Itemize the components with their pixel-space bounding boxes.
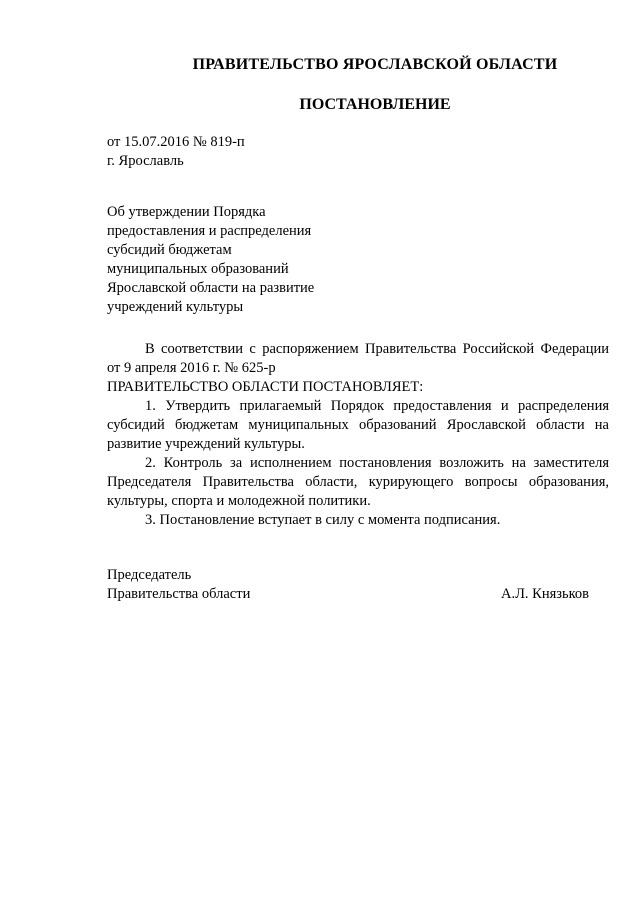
resolution-item-1: 1. Утвердить прилагаемый Порядок предоставления и распределения субсидий бюджетам муниципальных образований Ярославской области на развитие учреждений культуры. [107, 398, 609, 452]
subject-line: субсидий бюджетам [107, 242, 232, 258]
preamble-paragraph: В соответствии с распоряжением Правительства Российской Федерации от 9 апреля 2016 г. № 625-р [107, 341, 609, 376]
resolution-heading: ПРАВИТЕЛЬСТВО ОБЛАСТИ ПОСТАНОВЛЯЕТ: [107, 379, 424, 395]
subject-line: Ярославской области на развитие [107, 280, 315, 296]
document-subject [107, 203, 347, 317]
document-type-title: ПОСТАНОВЛЕНИЕ [299, 96, 451, 113]
subject-line: муниципальных образований [107, 261, 289, 277]
subject-line: Об утверждении Порядка [107, 204, 266, 220]
subject-line: учреждений культуры [107, 299, 244, 315]
signer-position-line2: Правительства области [107, 586, 251, 602]
document-meta [107, 133, 245, 171]
signature-block [107, 566, 589, 604]
government-title: ПРАВИТЕЛЬСТВО ЯРОСЛАВСКОЙ ОБЛАСТИ [192, 56, 558, 73]
signer-name: А.Л. Князьков [500, 586, 589, 602]
subject-line: предоставления и распределения [107, 223, 312, 239]
resolution-item-3: 3. Постановление вступает в силу с момента подписания. [145, 512, 501, 528]
place: г. Ярославль [107, 153, 184, 169]
document-body [107, 340, 609, 530]
resolution-item-2: 2. Контроль за исполнением постановления возложить на заместителя Председателя Правительства области, курирующего вопросы образования, культуры, спорта и молодежной политики. [107, 455, 609, 509]
date-number: от 15.07.2016 № 819-п [107, 134, 245, 150]
signature-row [107, 585, 589, 604]
signer-position-line1: Председатель [107, 567, 192, 583]
